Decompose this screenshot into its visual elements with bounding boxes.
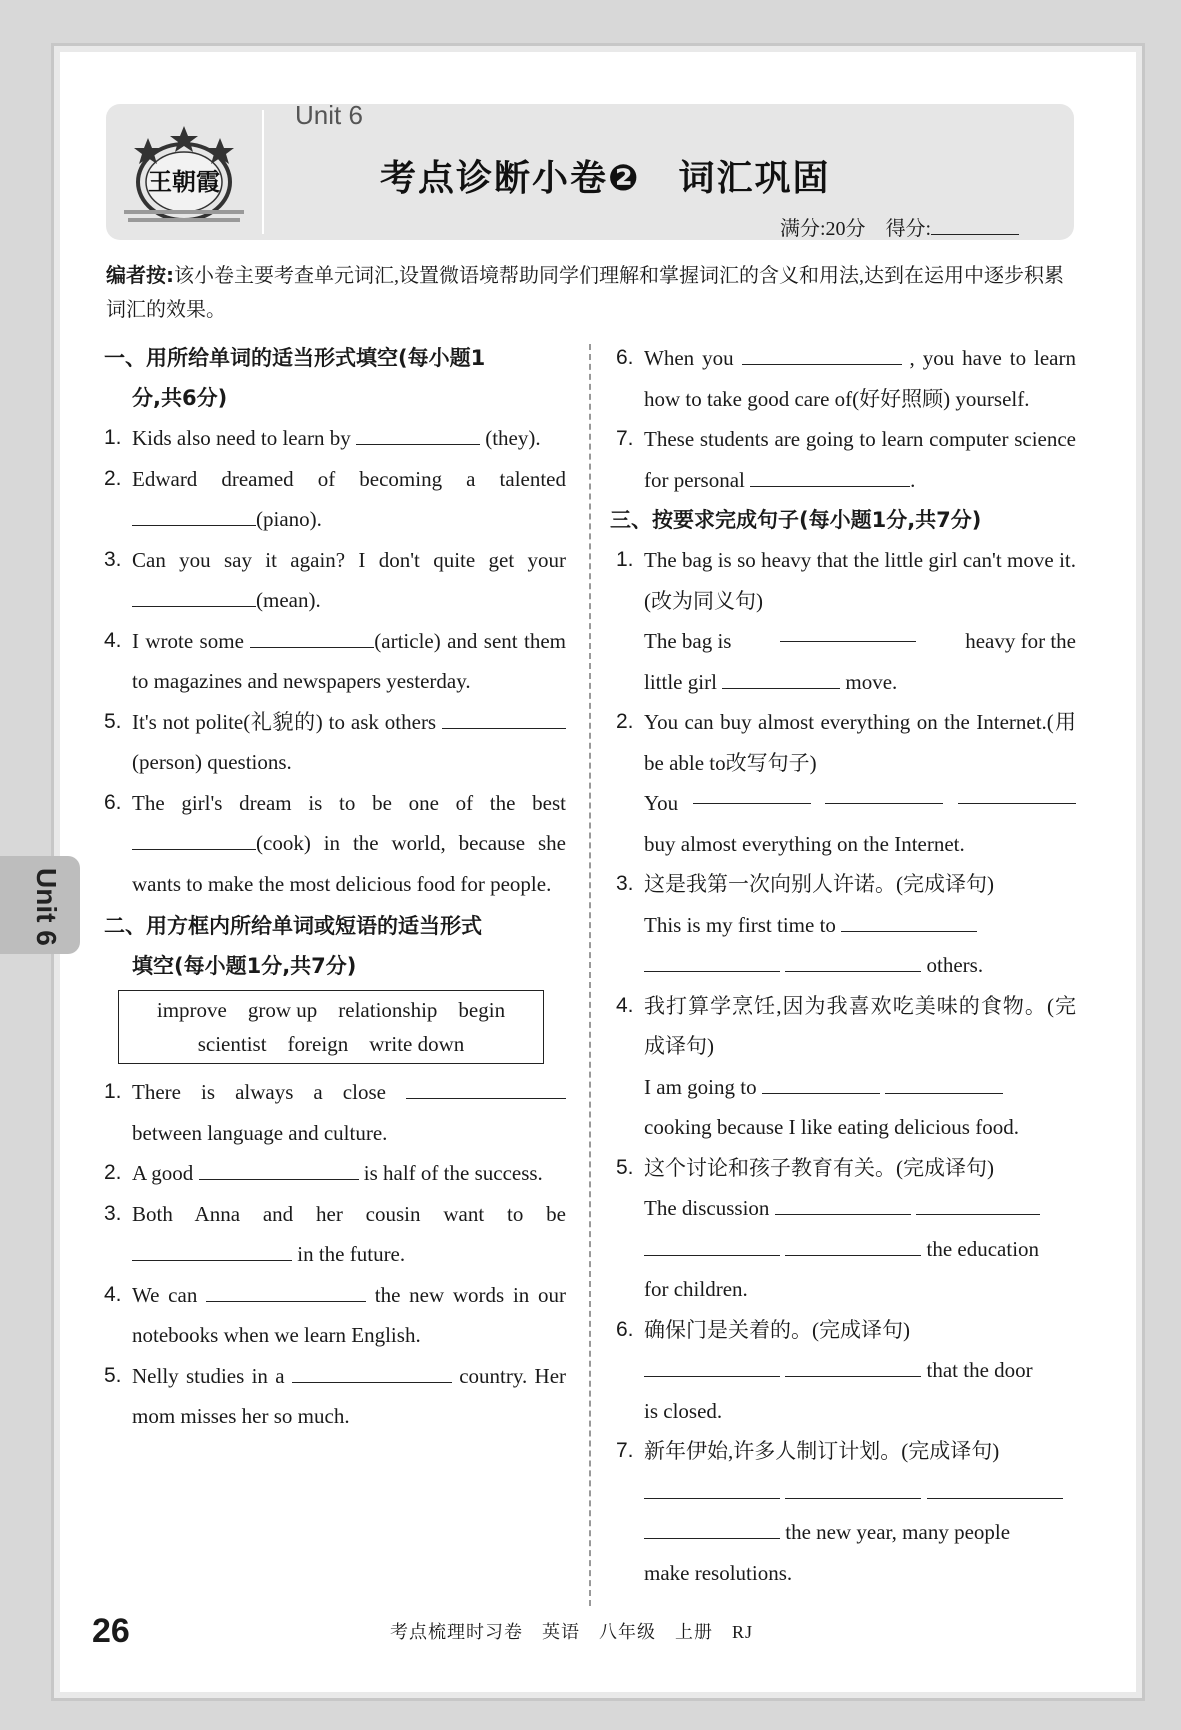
answer-blank[interactable]: [250, 627, 374, 648]
word-box-line1: improve grow up relationship begin: [156, 998, 506, 1022]
section3-title: 三、按要求完成句子(每小题1分,共7分): [610, 508, 982, 532]
s1-q1: 1. Kids also need to learn by (they).: [104, 426, 541, 450]
s2-q5: 5. Nelly studies in a country. Her mom misses her so much.: [104, 1363, 567, 1428]
answer-blank[interactable]: [785, 951, 921, 972]
s3-q1: 1. The bag is so heavy that the little girl can't move it.(改为同义句) The bag is heavy for the little girl move.: [616, 548, 1076, 694]
score-line: [780, 212, 1019, 241]
footer-text: 考点梳理时习卷 英语 八年级 上册 RJ: [390, 1622, 754, 1642]
s3-q3: 3. 这是我第一次向别人许诺。(完成译句) This is my first time to others.: [616, 872, 994, 977]
unit-tag: Unit 6: [295, 100, 363, 130]
answer-blank[interactable]: [644, 1518, 780, 1539]
answer-blank[interactable]: [406, 1078, 566, 1099]
s3-q7: 7. 新年伊始,许多人制订计划。(完成译句) the new year, many people make resolutions.: [616, 1431, 1076, 1593]
score-blank[interactable]: [931, 234, 1019, 235]
answer-blank[interactable]: [780, 621, 916, 642]
answer-blank[interactable]: [825, 783, 943, 804]
answer-blank[interactable]: [206, 1281, 366, 1302]
page-number: 26: [92, 1612, 130, 1650]
s3-q5: 5. 这个讨论和孩子教育有关。(完成译句) The discussion the education for children.: [616, 1155, 1040, 1301]
s1-q5: 5. It's not polite(礼貌的) to ask others (person) questions.: [104, 702, 566, 783]
side-unit-tab: [0, 856, 80, 954]
word-box: [118, 990, 544, 1064]
s3-q2: 2. You can buy almost everything on the Internet.(用be able to改写句子) You buy almost everything on the Internet.: [616, 710, 1076, 856]
answer-blank[interactable]: [644, 1478, 780, 1499]
page-title: 考点诊断小卷❷ 词汇巩固: [380, 158, 831, 199]
answer-blank[interactable]: [785, 1235, 921, 1256]
answer-blank[interactable]: [750, 466, 910, 487]
answer-blank[interactable]: [693, 783, 811, 804]
answer-blank[interactable]: [722, 668, 840, 689]
s2-q7: 7. These students are going to learn computer science for personal .: [616, 427, 1076, 492]
logo-text: 王朝霞: [148, 167, 220, 196]
s2-q3: 3. Both Anna and her cousin want to be in the future.: [104, 1201, 566, 1266]
publisher-logo: [118, 120, 250, 230]
answer-blank[interactable]: [742, 344, 902, 365]
answer-blank[interactable]: [916, 1194, 1040, 1215]
answer-blank[interactable]: [132, 829, 256, 850]
answer-blank[interactable]: [132, 586, 256, 607]
answer-blank[interactable]: [785, 1478, 921, 1499]
answer-blank[interactable]: [132, 505, 256, 526]
answer-blank[interactable]: [644, 1235, 780, 1256]
column-divider: [589, 344, 591, 1606]
answer-blank[interactable]: [644, 1356, 780, 1377]
section1-title: 一、用所给单词的适当形式填空(每小题1 分,共6分): [104, 346, 486, 410]
answer-blank[interactable]: [644, 951, 780, 972]
s1-q2: 2. Edward dreamed of becoming a talented (piano).: [104, 466, 566, 531]
editor-note-text: 该小卷主要考查单元词汇,设置微语境帮助同学们理解和掌握词汇的含义和用法,达到在运用中逐步积累词汇的效果。: [106, 265, 1064, 321]
answer-blank[interactable]: [292, 1362, 452, 1383]
section2-title: 二、用方框内所给单词或短语的适当形式 填空(每小题1分,共7分): [104, 914, 482, 978]
editor-note-label: 编者按:: [106, 263, 174, 287]
editor-note: [106, 258, 1076, 327]
s2-q6: 6. When you , you have to learn how to take good care of(好好照顾) yourself.: [616, 346, 1076, 411]
s1-q4: 4. I wrote some (article) and sent them to magazines and newspapers yesterday.: [104, 628, 566, 693]
s1-q3: 3. Can you say it again? I don't quite get your (mean).: [104, 547, 566, 612]
answer-blank[interactable]: [199, 1159, 359, 1180]
answer-blank[interactable]: [885, 1073, 1003, 1094]
score-label: 得分:: [885, 218, 932, 240]
answer-blank[interactable]: [927, 1478, 1063, 1499]
answer-blank[interactable]: [841, 911, 977, 932]
left-column: [104, 338, 566, 1437]
answer-blank[interactable]: [762, 1073, 880, 1094]
s3-q6: 6. 确保门是关着的。(完成译句) that the door is closed.: [616, 1317, 1033, 1423]
s2-q4: 4. We can the new words in our notebooks when we learn English.: [104, 1282, 566, 1347]
answer-blank[interactable]: [785, 1356, 921, 1377]
word-box-line2: scientist foreign write down: [197, 1032, 465, 1056]
answer-blank[interactable]: [775, 1194, 911, 1215]
right-column: [610, 338, 1076, 1593]
header-divider: [262, 110, 264, 234]
s3-q4: 4. 我打算学烹饪,因为我喜欢吃美味的食物。(完成译句) I am going to cooking because I like eating delicious food.: [616, 993, 1076, 1139]
s1-q6: 6. The girl's dream is to be one of the best (cook) in the world, because she wants to make the most delicious food for people.: [104, 790, 566, 896]
answer-blank[interactable]: [958, 783, 1076, 804]
side-unit-label: Unit 6: [31, 868, 62, 946]
s2-q2: 2. A good is half of the success.: [104, 1161, 543, 1185]
answer-blank[interactable]: [132, 1240, 292, 1261]
full-score: 满分:20分: [780, 218, 866, 240]
answer-blank[interactable]: [442, 708, 566, 729]
answer-blank[interactable]: [356, 424, 480, 445]
s2-q1: 1. There is always a close between language and culture.: [104, 1072, 566, 1153]
